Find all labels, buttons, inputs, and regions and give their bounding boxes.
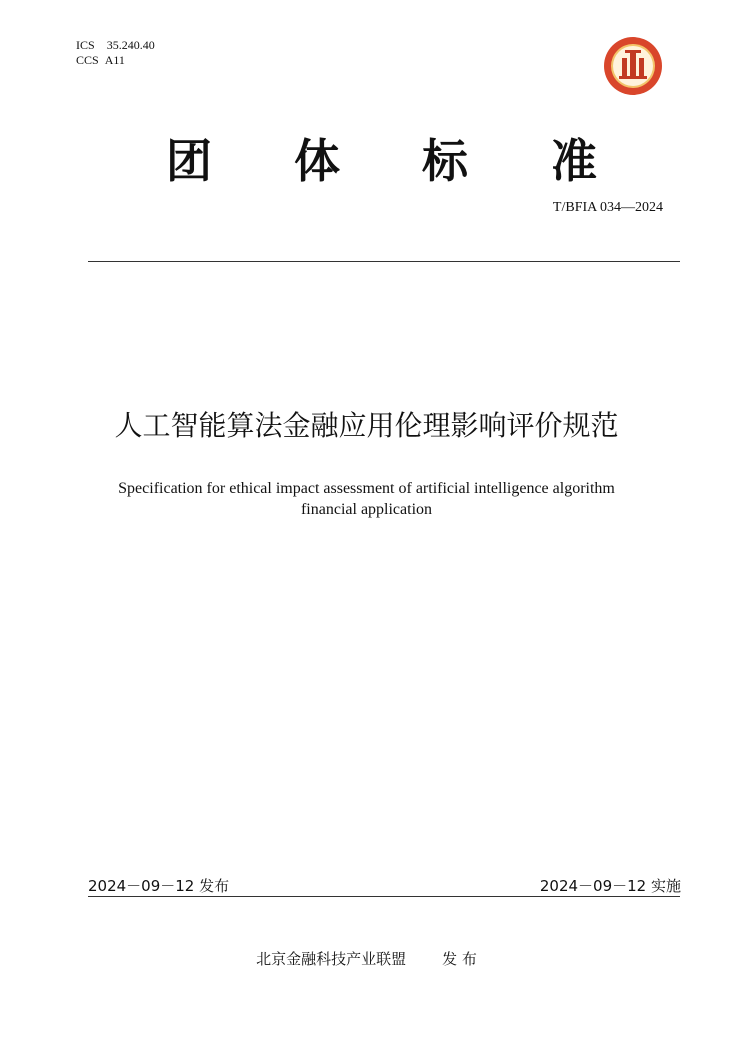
publisher-name: 北京金融科技产业联盟 (256, 950, 407, 968)
organization-seal-icon (603, 36, 663, 96)
divider-top (88, 261, 680, 262)
ccs-line (76, 53, 155, 68)
publisher-action: 发 布 (442, 950, 477, 968)
title-english-line-2: financial application (300, 501, 433, 518)
implementation-date: 2024－09－12 实施 (539, 877, 681, 895)
standard-number: T/BFIA 034—2024 (552, 200, 663, 215)
ccs-label: CCS (76, 53, 99, 67)
doc-type-char-1: 团 (166, 134, 212, 188)
classification-codes (76, 38, 155, 68)
ics-label: ICS (76, 38, 95, 52)
doc-type-char-3: 标 (422, 134, 468, 188)
divider-bottom (88, 896, 680, 897)
title-english-line-1: Specification for ethical impact assessment of artificial intelligence algorithm (118, 480, 615, 497)
doc-type-char-2: 体 (294, 134, 340, 188)
ics-code: 35.240.40 (106, 38, 155, 52)
issue-date: 2024－09－12 发布 (88, 877, 230, 895)
document-type-title (0, 128, 733, 198)
doc-type-char-4: 准 (551, 134, 597, 188)
ccs-code: A11 (104, 53, 125, 67)
publisher (0, 948, 733, 969)
title-chinese: 人工智能算法金融应用伦理影响评价规范 (114, 409, 619, 442)
title-english (60, 478, 673, 520)
ics-line (76, 38, 155, 53)
